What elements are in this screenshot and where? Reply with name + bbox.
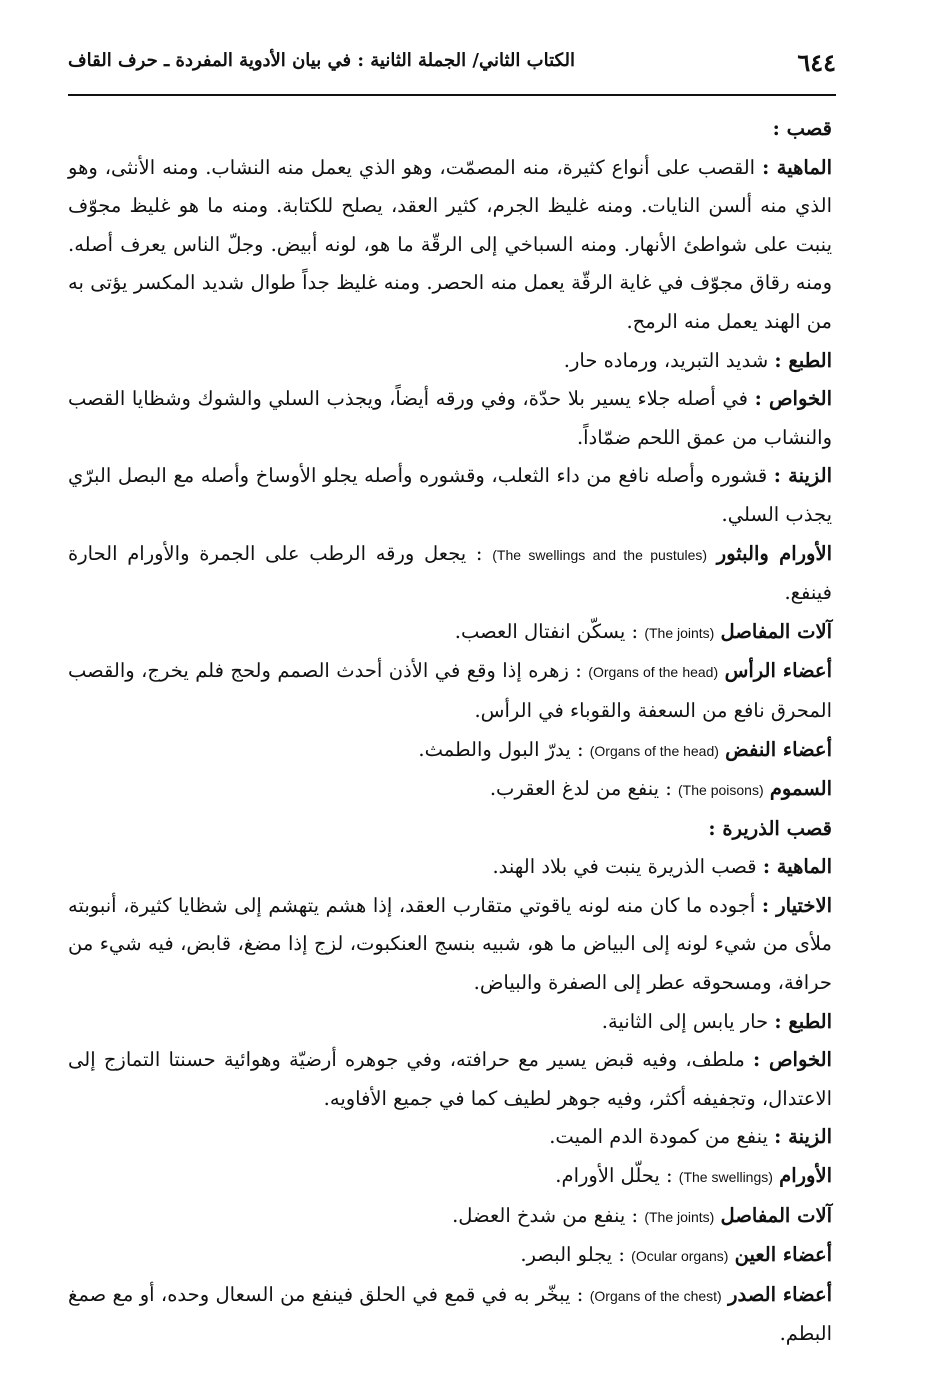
paragraph-term: الزينة : xyxy=(773,464,832,488)
english-gloss: (Organs of the head) xyxy=(588,664,719,681)
paragraph xyxy=(68,770,832,810)
paragraph xyxy=(68,1157,832,1197)
paragraph-term: أعضاء الرأس xyxy=(724,659,832,683)
paragraph-text: شديد التبريد، ورماده حار. xyxy=(563,348,769,372)
paragraph-text: : ينفع من لدغ العقرب. xyxy=(489,777,672,801)
paragraph-term: السموم xyxy=(769,777,832,801)
paragraph-term: الطبع : xyxy=(774,1009,832,1033)
paragraph-term: أعضاء النفض xyxy=(725,737,832,761)
paragraph xyxy=(68,613,832,653)
running-title: الكتاب الثاني/ الجملة الثانية : في بيان الأدوية المفردة ـ حرف القاف xyxy=(68,50,575,71)
paragraph xyxy=(68,1236,832,1276)
page-number: ٦٤٤ xyxy=(797,48,836,77)
header-rule xyxy=(68,94,836,96)
paragraph-text: أجوده ما كان منه لونه ياقوتي متقارب العقد، إذا هشم يتهشم إلى شظايا كثيرة، أنبوبته ملأى من شيء لونه إلى البياض ما هو، شبيه بنسج العنكبوت، لزج إذا مضغ، قابض، فيه شيء من حرافة، ومسحوقه عطر إلى الصفرة والبياض. xyxy=(68,893,832,995)
paragraph-term: الماهية : xyxy=(762,855,832,879)
paragraph xyxy=(68,1197,832,1237)
paragraph-term: الاختيار : xyxy=(761,893,832,917)
paragraph xyxy=(68,887,832,1003)
entry-heading: قصب : xyxy=(772,117,832,140)
paragraph-text: ينفع من كمودة الدم الميت. xyxy=(549,1125,768,1149)
paragraph-text: : ينفع من شدخ العضل. xyxy=(452,1203,639,1227)
paragraph-text: ملطف، وفيه قبض يسير مع حرافته، وفي جوهره أرضيّة وهوائية حسنتا التمازج إلى الاعتدال، وتجفيفه أكثر، وفيه جوهر لطيف كما في جميع الأفاويه. xyxy=(68,1048,832,1110)
english-gloss: (The swellings) xyxy=(678,1169,773,1186)
english-gloss: (The poisons) xyxy=(678,782,764,799)
paragraph-term: الزينة : xyxy=(774,1125,832,1149)
paragraph xyxy=(68,731,832,771)
page-body xyxy=(68,110,832,1354)
paragraph-term: الأورام والبثور xyxy=(716,541,833,565)
paragraph-term: آلات المفاصل xyxy=(720,1203,832,1227)
paragraph-text: : يبخّر به في قمع في الحلق فينفع من السعال وحده، أو مع صمغ البطم. xyxy=(68,1282,832,1346)
page-header xyxy=(68,40,836,84)
paragraph-term: الأورام xyxy=(779,1164,832,1188)
paragraph xyxy=(68,149,832,342)
paragraph xyxy=(68,535,832,613)
paragraph xyxy=(68,1003,832,1042)
paragraph-term: أعضاء العين xyxy=(734,1243,832,1267)
paragraph xyxy=(68,1276,832,1354)
english-gloss: (Organs of the head) xyxy=(589,742,719,759)
paragraph-term: الطبع : xyxy=(774,348,832,372)
paragraph-term: أعضاء الصدر xyxy=(728,1282,832,1306)
paragraph xyxy=(68,1041,832,1118)
paragraph-term: الخواص : xyxy=(754,387,832,411)
paragraph-term: الخواص : xyxy=(752,1048,832,1072)
paragraph-text: : يجلو البصر. xyxy=(520,1243,625,1267)
paragraph-text: : يسكّن انفتال العصب. xyxy=(454,619,639,643)
paragraph-text: في أصله جلاء يسير بلا حدّة، وفي ورقه أيضاً، ويجذب السلي والشوك وشظايا القصب والنشاب من عمق اللحم ضمّاداً. xyxy=(68,387,832,449)
paragraph xyxy=(68,457,832,534)
english-gloss: (The joints) xyxy=(644,624,715,641)
english-gloss: (The swellings and the pustules) xyxy=(492,546,708,563)
paragraph xyxy=(68,342,832,381)
paragraph-text: : يحلّل الأورام. xyxy=(555,1164,673,1188)
paragraph-text: قشوره وأصله نافع من داء الثعلب، وقشوره وأصله يجلو الأوساخ وأصله مع البصل البرّي يجذب السلي. xyxy=(68,464,832,526)
paragraph xyxy=(68,652,832,730)
paragraph-term: الماهية : xyxy=(762,155,832,179)
paragraph xyxy=(68,1118,832,1157)
paragraph xyxy=(68,848,832,887)
english-gloss: (Organs of the chest) xyxy=(589,1287,722,1304)
paragraph-text: : يجعل ورقه الرطب على الجمرة والأورام الحارة فينفع. xyxy=(68,541,832,605)
english-gloss: (The joints) xyxy=(644,1208,715,1225)
paragraph-text: حار يابس إلى الثانية. xyxy=(601,1009,769,1033)
paragraph-text: : يدرّ البول والطمث. xyxy=(418,737,584,761)
paragraph-text: : زهره إذا وقع في الأذن أحدث الصمم ولحج فلم يخرج، والقصب المحرق نافع من السعفة والقوباء في الرأس. xyxy=(68,659,832,722)
paragraph xyxy=(68,380,832,457)
paragraph-text: قصب الذريرة ينبت في بلاد الهند. xyxy=(492,855,757,879)
paragraph-text: القصب على أنواع كثيرة، منه المصمّت، وهو الذي يعمل منه النشاب. ومنه الأنثى، وهو الذي منه ألسن النايات. ومنه غليظ الجرم، كثير العقد، يصلح للكتابة. ومنه ما هو غليظ مجوّف ينبت على شواطئ الأنهار. ومنه السباخي إلى الرقّة ما هو، لونه أبيض. وجلّ الناس يعرف أصله. ومنه رقاق مجوّف في غاية الرقّة يعمل منه الحصر. ومنه غليظ جداً طوال شديد المكسر يؤتى به من الهند يعمل منه الرمح. xyxy=(68,155,832,333)
english-gloss: (Ocular organs) xyxy=(631,1248,729,1265)
paragraph-term: آلات المفاصل xyxy=(720,619,832,643)
entry-heading: قصب الذريرة : xyxy=(708,816,832,840)
